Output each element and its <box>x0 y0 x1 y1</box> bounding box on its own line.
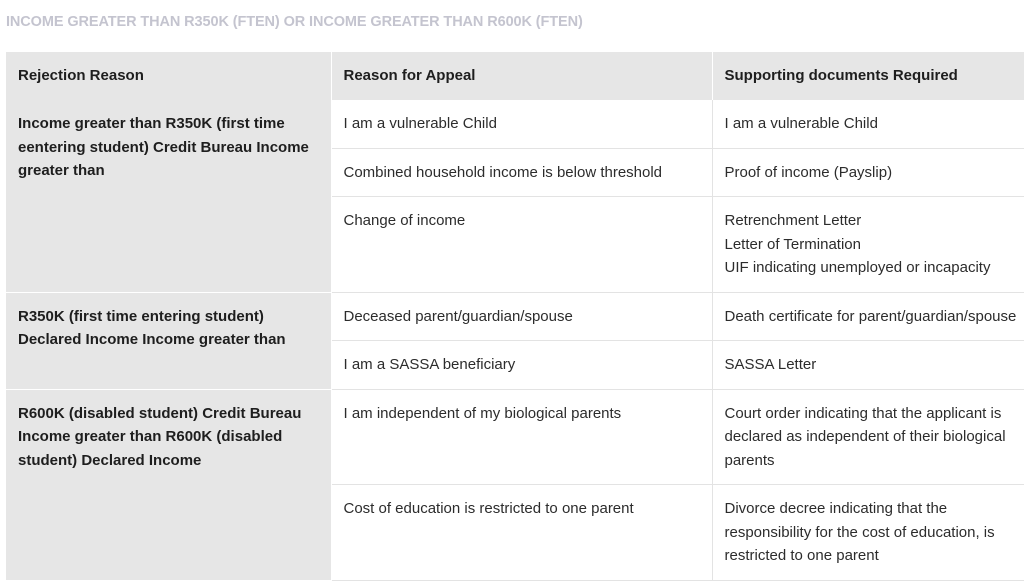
document-item: Death certificate for parent/guardian/spouse <box>724 307 1017 325</box>
document-item: Letter of Termination <box>724 235 861 253</box>
table-row <box>6 100 1024 148</box>
appeal-reason-cell: Deceased parent/guardian/spouse <box>331 292 712 341</box>
column-header-supporting-documents: Supporting documents Required <box>712 52 1024 100</box>
rejection-reason-cell: R350K (first time entering student) Declared Income Income greater than <box>6 292 331 389</box>
appeal-reason-cell: I am a vulnerable Child <box>331 100 712 148</box>
supporting-documents-cell <box>712 100 1024 148</box>
table-row <box>6 389 1024 485</box>
document-item: Proof of income (Payslip) <box>724 163 893 181</box>
rejection-reason-cell: Income greater than R350K (first time eentering student) Credit Bureau Income greater than <box>6 100 331 292</box>
appeal-reason-cell: I am independent of my biological parents <box>331 389 712 485</box>
supporting-documents-cell <box>712 485 1024 581</box>
supporting-documents-cell <box>712 389 1024 485</box>
section-heading: INCOME GREATER THAN R350K (FTEN) OR INCOME GREATER THAN R600K (FTEN) <box>6 14 583 30</box>
appeal-reason-cell: Change of income <box>331 197 712 293</box>
appeal-reason-cell: Combined household income is below threshold <box>331 148 712 197</box>
document-item: Retrenchment Letter <box>724 212 862 229</box>
supporting-documents-cell <box>712 197 1024 293</box>
supporting-documents-cell <box>712 292 1024 341</box>
document-item: Court order indicating that the applicant is declared as independent of their biological parents <box>724 404 1006 469</box>
appeal-reason-cell: I am a SASSA beneficiary <box>331 341 712 390</box>
document-item: I am a vulnerable Child <box>724 115 878 132</box>
table-header-row <box>6 52 1024 100</box>
column-header-reason-for-appeal: Reason for Appeal <box>331 52 712 100</box>
document-item: SASSA Letter <box>724 356 817 373</box>
supporting-documents-cell <box>712 341 1024 390</box>
table-row <box>6 292 1024 341</box>
column-header-rejection-reason: Rejection Reason <box>6 52 331 100</box>
appeal-reason-cell: Cost of education is restricted to one parent <box>331 485 712 581</box>
document-item: Divorce decree indicating that the responsibility for the cost of education, is restricted to one parent <box>724 500 995 564</box>
document-item: UIF indicating unemployed or incapacity <box>724 259 991 276</box>
rejection-reason-cell: R600K (disabled student) Credit Bureau Income greater than R600K (disabled student) Declared Income <box>6 389 331 580</box>
appeal-requirements-table <box>6 52 1024 581</box>
supporting-documents-cell <box>712 148 1024 197</box>
